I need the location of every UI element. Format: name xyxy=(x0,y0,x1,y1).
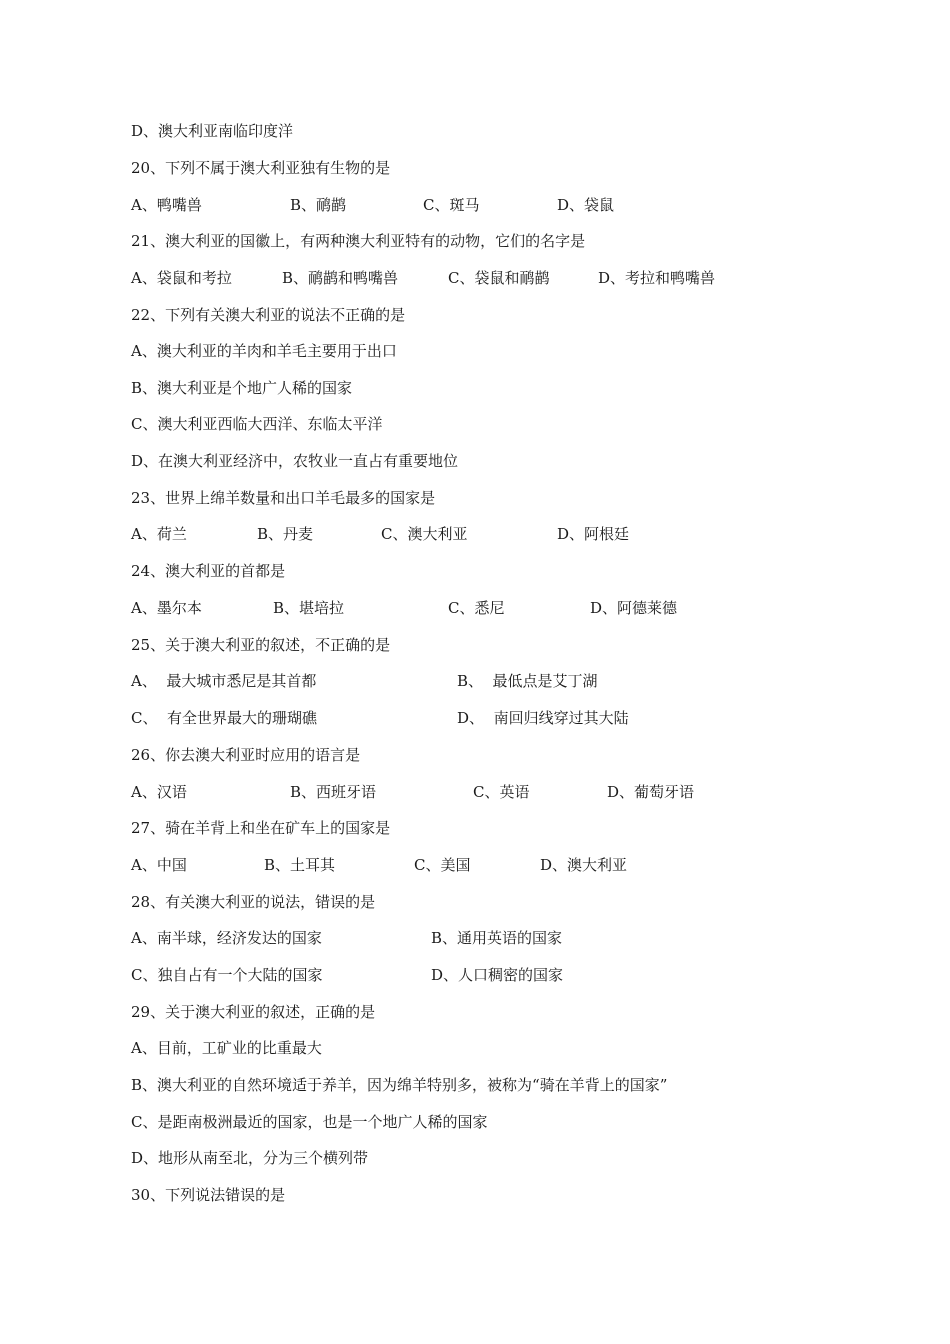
q26-stem: 26、你去澳大利亚时应用的语言是 xyxy=(131,746,361,764)
q25-option-a: A、 最大城市悉尼是其首都 xyxy=(131,672,317,690)
q23-option-c: C、澳大利亚 xyxy=(381,525,468,543)
q28-option-c: C、独自占有一个大陆的国家 xyxy=(131,966,323,984)
q23-option-a: A、荷兰 xyxy=(131,525,187,543)
q20-stem: 20、下列不属于澳大利亚独有生物的是 xyxy=(131,159,391,177)
q19-option-d: D、澳大利亚南临印度洋 xyxy=(131,122,294,140)
q29-stem: 29、关于澳大利亚的叙述，正确的是 xyxy=(131,1003,376,1021)
q26-option-a: A、汉语 xyxy=(131,783,187,801)
q21-option-c: C、袋鼠和鸸鹋 xyxy=(448,269,550,287)
q22-option-c: C、澳大利亚西临大西洋、东临太平洋 xyxy=(131,415,383,433)
q27-option-d: D、澳大利亚 xyxy=(540,856,628,874)
q30-stem: 30、下列说法错误的是 xyxy=(131,1186,286,1204)
q25-option-d: D、 南回归线穿过其大陆 xyxy=(457,709,629,727)
q20-option-b: B、鸸鹋 xyxy=(290,196,347,214)
q28-option-d: D、人口稠密的国家 xyxy=(431,966,564,984)
q27-option-c: C、美国 xyxy=(414,856,471,874)
q20-option-a: A、鸭嘴兽 xyxy=(131,196,202,214)
q26-option-d: D、葡萄牙语 xyxy=(607,783,695,801)
q25-option-c: C、 有全世界最大的珊瑚礁 xyxy=(131,709,318,727)
q28-option-b: B、通用英语的国家 xyxy=(431,929,563,947)
q28-stem: 28、有关澳大利亚的说法，错误的是 xyxy=(131,893,376,911)
q22-option-b: B、澳大利亚是个地广人稀的国家 xyxy=(131,379,353,397)
q26-option-c: C、英语 xyxy=(473,783,530,801)
q24-option-d: D、阿德莱德 xyxy=(590,599,678,617)
q27-stem: 27、骑在羊背上和坐在矿车上的国家是 xyxy=(131,819,391,837)
q20-option-c: C、斑马 xyxy=(423,196,480,214)
q22-stem: 22、下列有关澳大利亚的说法不正确的是 xyxy=(131,306,406,324)
q28-option-a: A、南半球，经济发达的国家 xyxy=(131,929,322,947)
q24-option-a: A、墨尔本 xyxy=(131,599,202,617)
q23-option-d: D、阿根廷 xyxy=(557,525,630,543)
q26-option-b: B、西班牙语 xyxy=(290,783,377,801)
q27-option-b: B、土耳其 xyxy=(264,856,336,874)
q24-stem: 24、澳大利亚的首都是 xyxy=(131,562,286,580)
q22-option-a: A、澳大利亚的羊肉和羊毛主要用于出口 xyxy=(131,342,397,360)
q29-option-b: B、澳大利亚的自然环境适于养羊，因为绵羊特别多，被称为“骑在羊背上的国家” xyxy=(131,1076,668,1094)
q25-stem: 25、关于澳大利亚的叙述，不正确的是 xyxy=(131,636,391,654)
q22-option-d: D、在澳大利亚经济中，农牧业一直占有重要地位 xyxy=(131,452,459,470)
q25-option-b: B、 最低点是艾丁湖 xyxy=(457,672,598,690)
q23-stem: 23、世界上绵羊数量和出口羊毛最多的国家是 xyxy=(131,489,436,507)
q21-option-d: D、考拉和鸭嘴兽 xyxy=(598,269,716,287)
q29-option-c: C、是距南极洲最近的国家，也是一个地广人稀的国家 xyxy=(131,1113,488,1131)
q21-option-b: B、鸸鹋和鸭嘴兽 xyxy=(282,269,399,287)
q20-option-d: D、袋鼠 xyxy=(557,196,615,214)
q29-option-a: A、目前，工矿业的比重最大 xyxy=(131,1039,322,1057)
q23-option-b: B、丹麦 xyxy=(257,525,314,543)
q21-option-a: A、袋鼠和考拉 xyxy=(131,269,232,287)
q21-stem: 21、澳大利亚的国徽上，有两种澳大利亚特有的动物，它们的名字是 xyxy=(131,232,586,250)
q27-option-a: A、中国 xyxy=(131,856,187,874)
q24-option-b: B、堪培拉 xyxy=(273,599,345,617)
q29-option-d: D、地形从南至北，分为三个横列带 xyxy=(131,1149,369,1167)
q24-option-c: C、悉尼 xyxy=(448,599,505,617)
